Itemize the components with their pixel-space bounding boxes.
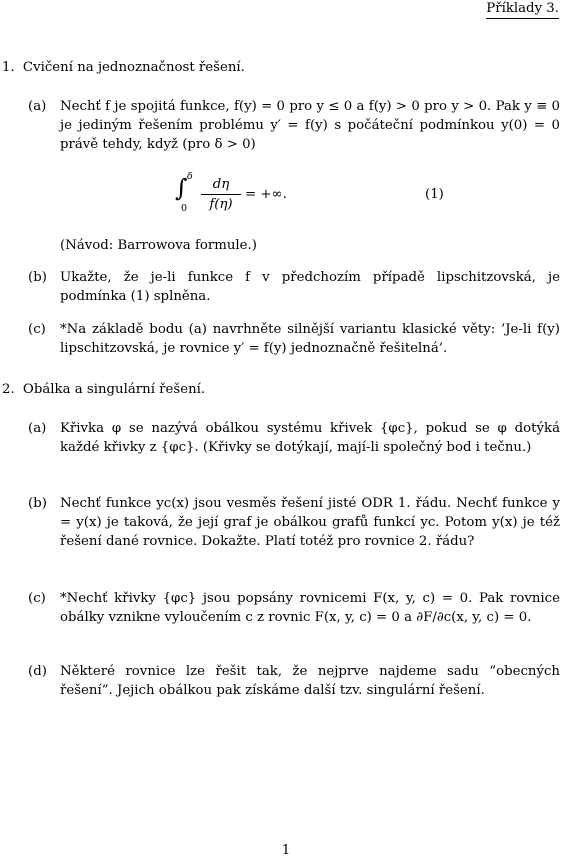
- section-2-item-b: (b) Nechť funkce yc(x) jsou vesměs řešení jisté ODR 1. řádu. Nechť funkce y = y(x) je taková, že její graf je obálkou grafů funkcí yc. Potom y(x) je též řešení dané rovnice. Dokažte. Platí totéž pro rovnice 2. řádu?: [28, 496, 560, 549]
- section-1-item-c: (c) *Na základě bodu (a) navrhněte silnější variantu klasické věty: ’Je-li f(y) lipschitzovská, je rovnice y′ = f(y) jednoznačně řešitelná’.: [28, 322, 560, 356]
- section-1-item-b: (b) Ukažte, že je-li funkce f v předchozím případě lipschitzovská, je podmínka (1) splněna.: [28, 270, 560, 304]
- section-2-item-d: (d) Některé rovnice lze řešit tak, že nejprve najdeme sadu “obecných řešení”. Jejich obálkou pak získáme další tzv. singulární řešení.: [28, 664, 560, 698]
- section-1-hint: (Návod: Barrowova formule.): [60, 238, 257, 253]
- section-2-item-a: (a) Křivka φ se nazývá obálkou systému křivek {φc}, pokud se φ dotýká každé křivky z {φc}. (Křivky se dotýkají, mají-li společný bod i tečnu.): [28, 421, 560, 455]
- section-2-title: 2. Obálka a singulární řešení.: [2, 382, 206, 397]
- denominator: f(η): [209, 197, 233, 212]
- integral-sign: ∫: [175, 174, 188, 202]
- section-2-item-c: (c) *Nechť křivky {φc} jsou popsány rovnicemi F(x, y, c) = 0. Pak rovnice obálky vznikne vyloučením c z rovnic F(x, y, c) = 0 a ∂F/∂c(x, y, c) = 0.: [28, 591, 560, 625]
- equation-1: [175, 172, 455, 224]
- integral-upper-limit: δ: [187, 171, 193, 182]
- section-1-item-a: (a) Nechť f je spojitá funkce, f(y) = 0 pro y ≤ 0 a f(y) > 0 pro y > 0. Pak y ≡ 0 je jediným řešením problému y′ = f(y) s počáteční podmínkou y(0) = 0 právě tehdy, když (pro δ > 0): [28, 99, 560, 152]
- fraction-bar: [201, 194, 241, 195]
- page-number: 1: [281, 843, 291, 858]
- numerator: dη: [212, 177, 230, 192]
- integral-lower-limit: 0: [181, 203, 188, 214]
- equation-rhs: = +∞.: [245, 187, 287, 202]
- fraction: [201, 176, 241, 213]
- equation-tag: (1): [425, 187, 444, 202]
- section-1-title: 1. Cvičení na jednoznačnost řešení.: [2, 60, 245, 75]
- page-header: Příklady 3.: [486, 0, 559, 19]
